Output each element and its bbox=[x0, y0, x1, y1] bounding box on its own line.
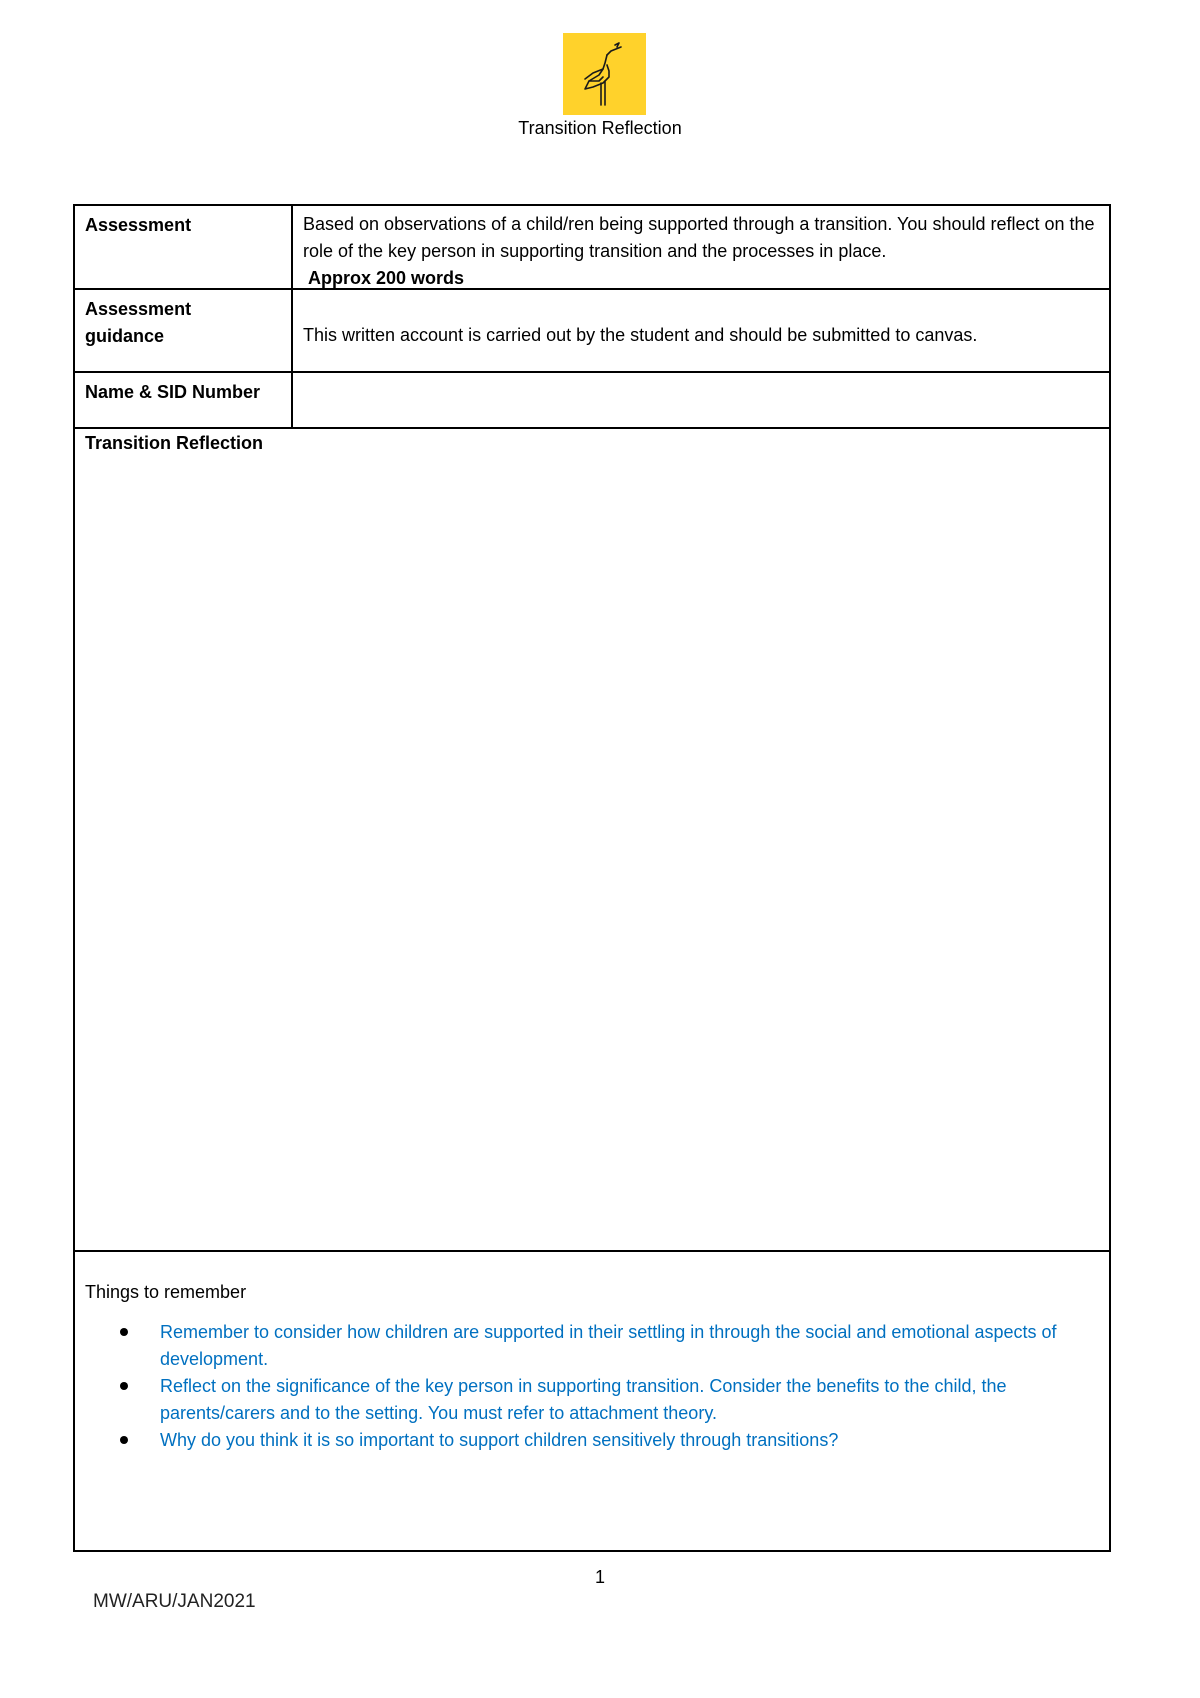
heron-icon bbox=[563, 33, 646, 115]
assessment-description bbox=[293, 206, 1109, 288]
remember-item-text: Remember to consider how children are supported in their settling in through the social and emotional aspects of development. bbox=[160, 1322, 1057, 1369]
remember-item bbox=[160, 1373, 1099, 1427]
remember-item bbox=[160, 1319, 1099, 1373]
guidance-row bbox=[75, 290, 1109, 373]
name-sid-label: Name & SID Number bbox=[75, 373, 293, 427]
things-to-remember-section bbox=[75, 1252, 1109, 1550]
bullet-icon bbox=[120, 1436, 128, 1444]
bullet-icon bbox=[120, 1382, 128, 1390]
university-logo bbox=[563, 33, 646, 115]
page-number: 1 bbox=[594, 1567, 605, 1587]
remember-item bbox=[160, 1427, 1099, 1454]
guidance-text: This written account is carried out by the student and should be submitted to canvas. bbox=[303, 325, 978, 345]
remember-item-text: Why do you think it is so important to support children sensitively through transitions? bbox=[160, 1430, 839, 1450]
reflection-field[interactable] bbox=[75, 463, 1109, 1250]
remember-item-text: Reflect on the significance of the key person in supporting transition. Consider the benefits to the child, the parents/carers and to the setting. You must refer to attachment theory. bbox=[160, 1376, 1007, 1423]
document-title: Transition Reflection bbox=[518, 118, 682, 138]
things-to-remember-heading: Things to remember bbox=[85, 1282, 247, 1302]
guidance-label-line1: Assessment bbox=[85, 299, 192, 319]
assessment-text: Based on observations of a child/ren being supported through a transition. You should reflect on the role of the key person in supporting transition and the processes in place. bbox=[303, 214, 1095, 261]
guidance-label-line2: guidance bbox=[85, 326, 165, 346]
bullet-icon bbox=[120, 1328, 128, 1336]
word-count-requirement: Approx 200 words bbox=[308, 268, 465, 288]
remember-list bbox=[85, 1319, 1099, 1454]
name-sid-field[interactable] bbox=[293, 373, 1109, 427]
footer-code: MW/ARU/JAN2021 bbox=[93, 1591, 256, 1612]
guidance-label bbox=[75, 290, 293, 371]
assessment-row bbox=[75, 206, 1109, 290]
assessment-label: Assessment bbox=[75, 206, 293, 288]
name-sid-row bbox=[75, 373, 1109, 429]
reflection-label: Transition Reflection bbox=[85, 433, 264, 453]
reflection-row bbox=[75, 429, 1109, 1252]
assessment-form bbox=[73, 204, 1111, 1552]
